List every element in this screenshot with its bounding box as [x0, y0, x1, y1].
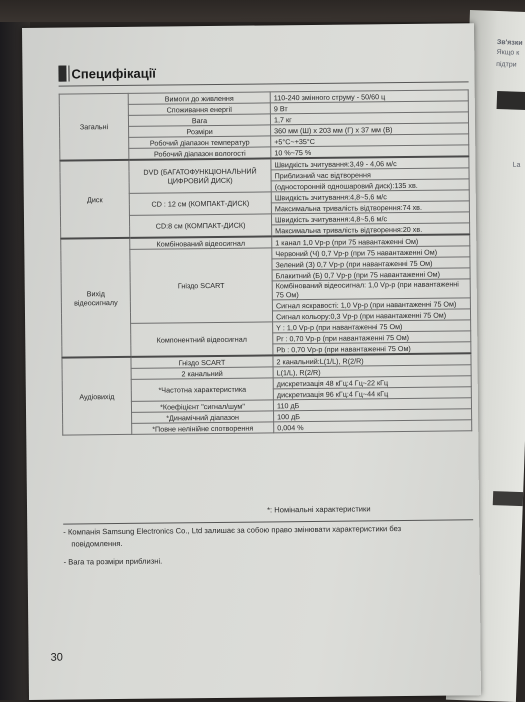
spec-item: CD : 12 см (КОМПАКТ-ДИСК)	[129, 192, 271, 215]
note-line: - Компанія Samsung Electronics Co., Ltd залишає за собою право змінювати характеристики без	[63, 524, 402, 537]
spec-value: Блакитний (Б) 0,7 Vp-p (при 75 навантаженні Ом)	[272, 268, 470, 281]
spec-value: 0,004 %	[274, 420, 472, 433]
spec-item: 2 канальний	[131, 367, 273, 379]
background-top	[0, 0, 525, 22]
spec-value: 1 канал 1,0 Vp-p (при 75 навантаженні Ом)	[272, 234, 470, 248]
spec-value: дискретизація 96 кГц:4 Гц~44 кГц	[273, 387, 471, 400]
spec-value: Комбінований відеосигнал: 1,0 Vp-p (при навантаженні 75 Ом)	[272, 279, 470, 300]
spec-item: *Частотна характеристика	[131, 378, 273, 401]
adjacent-page-text: La	[512, 161, 521, 169]
spec-value: 2 канальний:L(1/L), R(2/R)	[273, 353, 471, 367]
spec-category: Вихід відеосигналу	[61, 238, 131, 358]
spec-category: Диск	[60, 160, 130, 239]
spec-value: +5°C~+35°C	[271, 134, 469, 147]
spec-value: 100 дБ	[274, 409, 472, 422]
adjacent-page-text: підтри	[495, 60, 517, 69]
section-title: Специфікації	[71, 65, 156, 81]
section-header	[58, 65, 156, 82]
spec-item: Робочий діапазон температур	[129, 136, 271, 148]
spec-value: Pr : 0,70 Vp-p (при навантаженні 75 Ом)	[273, 331, 471, 344]
spec-item: *Повне нелінійне спотворення	[132, 422, 274, 434]
spec-value: 110 дБ	[273, 398, 471, 411]
title-rule	[59, 81, 469, 86]
spec-item: Робочий діапазон вологості	[129, 147, 271, 160]
spec-value: Швидкість зчитування:3,49 - 4,06 м/с	[271, 156, 469, 170]
footnote: *: Номінальні характеристики	[267, 504, 371, 515]
spec-value: Швидкість зчитування:4,8~5,6 м/с	[271, 212, 469, 225]
adjacent-page-text: Зв'язки	[496, 38, 523, 47]
note-line: - Вага та розміри приблизні.	[63, 556, 163, 567]
spec-value: 1,7 кг	[270, 112, 468, 125]
spec-category: Загальні	[59, 93, 129, 160]
spec-item: Гніздо SCART	[131, 355, 273, 368]
note-line: повідомлення.	[71, 538, 123, 549]
spec-value: Максимальна тривалість відтворення:20 хв.	[272, 223, 470, 237]
spec-value: Червоний (Ч) 0,7 Vp-p (при 75 навантаженні Ом)	[272, 246, 470, 259]
adjacent-page-text: Якщо к	[496, 48, 520, 57]
adjacent-page-box	[493, 491, 523, 506]
title-marker-icon	[58, 66, 68, 82]
spec-value: 360 мм (Ш) x 203 мм (Г) x 37 мм (В)	[271, 123, 469, 136]
spec-item: CD:8 см (КОМПАКТ-ДИСК)	[129, 214, 271, 238]
spec-value: L(1/L), R(2/R)	[273, 365, 471, 378]
adjacent-page-box	[497, 91, 525, 110]
spec-value: Сигнал кольору:0,3 Vp-p (при навантаженні 75 Ом)	[272, 309, 470, 322]
spec-value: Сигнал яскравості: 1,0 Vp-p (при навантаженні 75 Ом)	[272, 298, 470, 311]
spec-item: Компонентний відеосигнал	[131, 322, 273, 357]
spec-item: Комбінований відеосигнал	[130, 236, 272, 249]
spec-value: Максимальна тривалість відтворення:74 хв.	[271, 201, 469, 214]
spec-value: 9 Вт	[270, 101, 468, 114]
manual-page	[22, 23, 481, 700]
spec-value: Pb : 0,70 Vp-p (при навантаженні 75 Ом)	[273, 342, 471, 356]
spec-value: Зелений (З) 0,7 Vp-p (при навантаженні 75 Ом)	[272, 257, 470, 270]
spec-category: Аудіовихід	[62, 357, 132, 435]
spec-value: 10 %~75 %	[271, 145, 469, 159]
spec-value: Y : 1,0 Vp-p (при навантаженні 75 Ом)	[273, 320, 471, 333]
spec-item: Споживання енергії	[128, 103, 270, 115]
spec-item: Гніздо SCART	[130, 248, 273, 323]
spec-item: Розміри	[129, 125, 271, 137]
footnote-rule	[63, 519, 473, 524]
spec-value: дискретизація 48 кГц:4 Гц~22 кГц	[273, 376, 471, 389]
spec-item: Вимоги до живлення	[128, 92, 270, 104]
spec-item: Вага	[128, 114, 270, 126]
spec-item: *Коефіцієнт "сигнал/шум"	[131, 400, 273, 412]
spec-table	[59, 89, 473, 435]
spec-value: (односторонній одношаровий диск):135 хв.	[271, 179, 469, 192]
spec-value: Приблизний час відтворення	[271, 168, 469, 181]
spec-item: *Динамічний діапазон	[132, 411, 274, 423]
spec-value: 110-240 змінного струму - 50/60 ц	[270, 90, 468, 103]
spec-value: Швидкість зчитування:4,8~5,6 м/с	[271, 190, 469, 203]
spec-item: DVD (БАГАТОФУНКЦІОНАЛЬНИЙ ЦИФРОВИЙ ДИСК)	[129, 158, 271, 193]
page-number: 30	[50, 651, 63, 664]
